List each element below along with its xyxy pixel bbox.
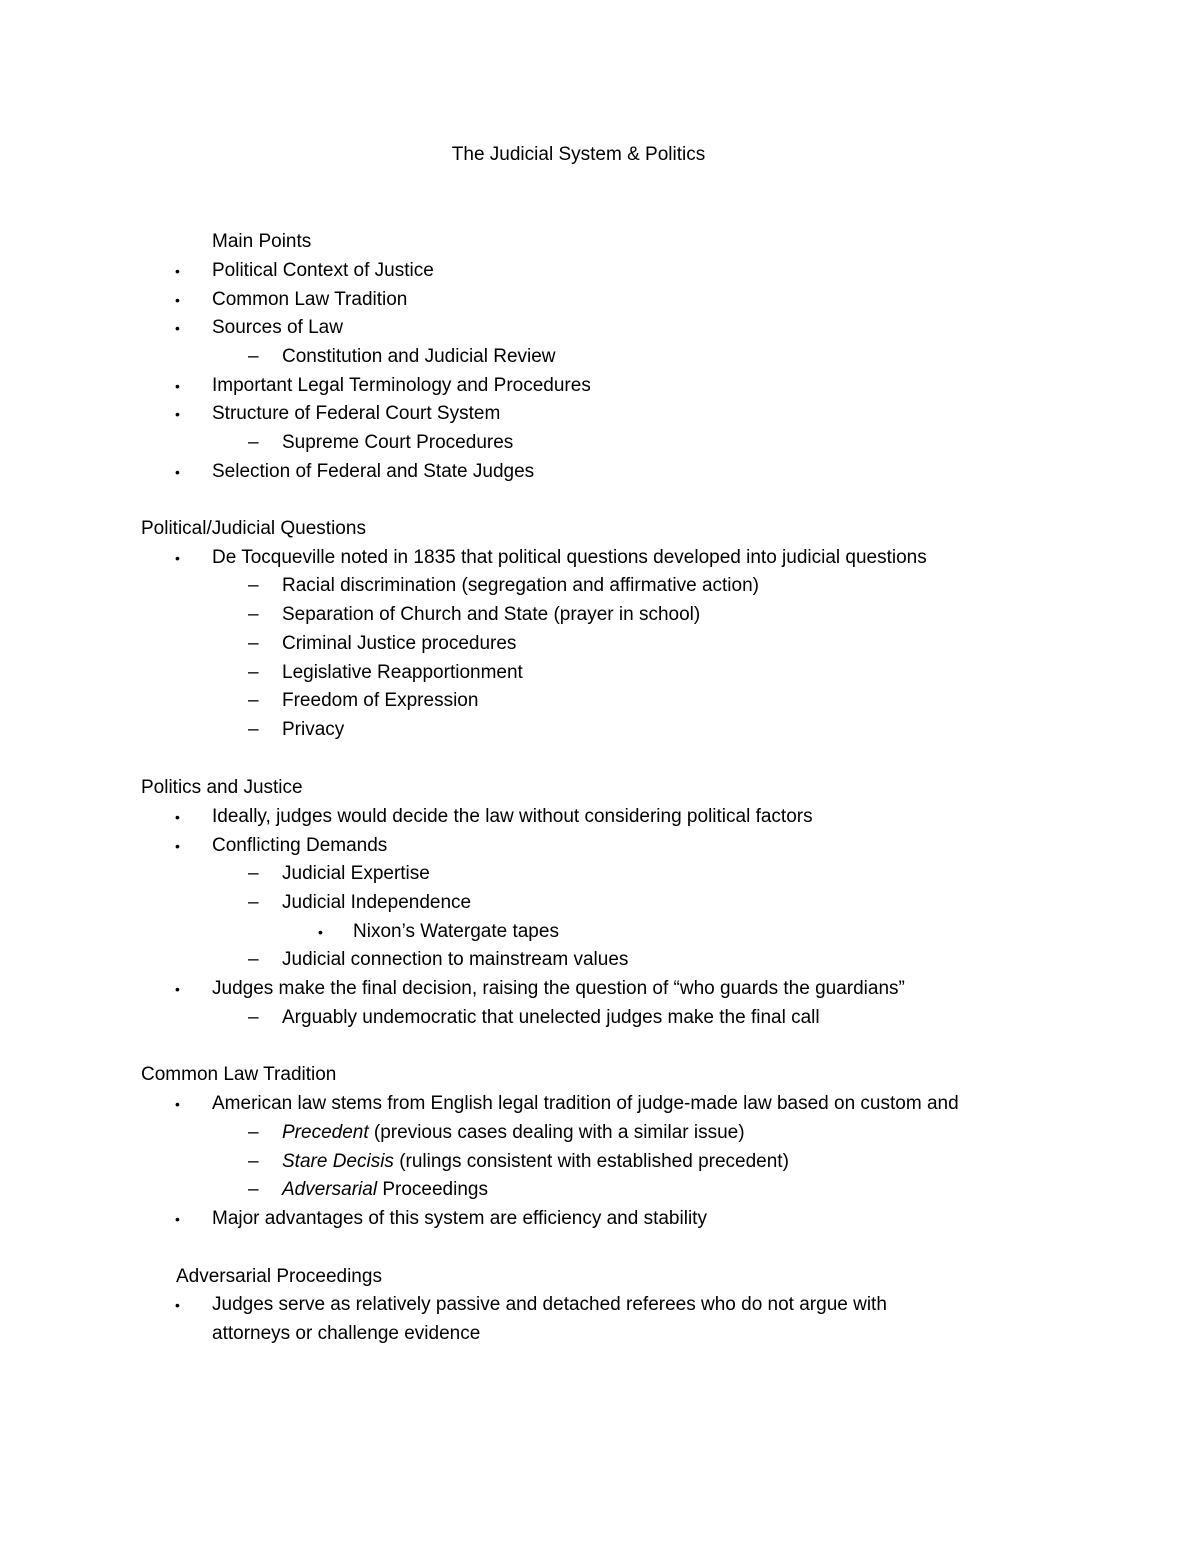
dash-marker: – bbox=[248, 604, 259, 625]
list-item: Nixon’s Watergate tapes bbox=[353, 921, 559, 942]
page-title: The Judicial System & Politics bbox=[451, 144, 706, 165]
bullet-marker: • bbox=[175, 838, 180, 854]
list-item: American law stems from English legal tradition of judge-made law based on custom and bbox=[212, 1093, 959, 1114]
term-italic: Adversarial bbox=[282, 1179, 378, 1200]
list-item: Criminal Justice procedures bbox=[282, 633, 517, 654]
list-item: Legislative Reapportionment bbox=[282, 662, 523, 683]
bullet-marker: • bbox=[175, 1297, 180, 1313]
list-item: Political Context of Justice bbox=[212, 260, 434, 281]
term-desc: Proceedings bbox=[377, 1179, 488, 1200]
list-item: De Tocqueville noted in 1835 that political questions developed into judicial questions bbox=[212, 547, 927, 568]
list-item: Judicial connection to mainstream values bbox=[282, 949, 629, 970]
bullet-marker: • bbox=[175, 981, 180, 997]
dash-marker: – bbox=[248, 719, 259, 740]
list-item: Judges serve as relatively passive and detached referees who do not argue with bbox=[212, 1294, 887, 1315]
bullet-marker: • bbox=[175, 1211, 180, 1227]
dash-marker: – bbox=[248, 633, 259, 654]
bullet-marker: • bbox=[175, 464, 180, 480]
dash-marker: – bbox=[248, 863, 259, 884]
list-item bbox=[282, 1178, 488, 1202]
list-item: Judicial Independence bbox=[282, 892, 472, 913]
list-item: Common Law Tradition bbox=[212, 289, 408, 310]
dash-marker: – bbox=[248, 892, 259, 913]
section-heading: Politics and Justice bbox=[141, 777, 303, 798]
bullet-marker: • bbox=[318, 924, 323, 940]
dash-marker: – bbox=[248, 949, 259, 970]
dash-marker: – bbox=[248, 1007, 259, 1028]
section-heading: Political/Judicial Questions bbox=[141, 518, 366, 539]
dash-marker: – bbox=[248, 346, 259, 367]
list-item: Supreme Court Procedures bbox=[282, 432, 514, 453]
list-item: Ideally, judges would decide the law without considering political factors bbox=[212, 806, 813, 827]
list-item: Arguably undemocratic that unelected judges make the final call bbox=[282, 1007, 820, 1028]
list-item: Conflicting Demands bbox=[212, 835, 388, 856]
bullet-marker: • bbox=[175, 292, 180, 308]
main-points-heading: Main Points bbox=[212, 231, 312, 252]
list-item: Important Legal Terminology and Procedures bbox=[212, 375, 591, 396]
dash-marker: – bbox=[248, 662, 259, 683]
bullet-marker: • bbox=[175, 263, 180, 279]
dash-marker: – bbox=[248, 575, 259, 596]
list-item: Sources of Law bbox=[212, 317, 343, 338]
bullet-marker: • bbox=[175, 378, 180, 394]
list-item bbox=[282, 1121, 745, 1145]
list-item: Judges make the final decision, raising the question of “who guards the guardians” bbox=[212, 978, 905, 999]
list-item: Selection of Federal and State Judges bbox=[212, 461, 535, 482]
term-desc: (previous cases dealing with a similar issue) bbox=[368, 1122, 745, 1143]
list-item: Judicial Expertise bbox=[282, 863, 430, 884]
term-italic: Precedent bbox=[282, 1122, 369, 1143]
bullet-marker: • bbox=[175, 406, 180, 422]
dash-marker: – bbox=[248, 690, 259, 711]
list-item: Major advantages of this system are efficiency and stability bbox=[212, 1208, 707, 1229]
bullet-marker: • bbox=[175, 320, 180, 336]
bullet-marker: • bbox=[175, 550, 180, 566]
section-heading: Adversarial Proceedings bbox=[176, 1266, 382, 1287]
list-item: Privacy bbox=[282, 719, 345, 740]
list-item bbox=[282, 1150, 789, 1174]
dash-marker: – bbox=[248, 1122, 259, 1143]
list-item: Racial discrimination (segregation and affirmative action) bbox=[282, 575, 759, 596]
list-item: Separation of Church and State (prayer in school) bbox=[282, 604, 701, 625]
term-italic: Stare Decisis bbox=[282, 1151, 394, 1172]
dash-marker: – bbox=[248, 1151, 259, 1172]
dash-marker: – bbox=[248, 432, 259, 453]
term-desc: (rulings consistent with established precedent) bbox=[393, 1151, 789, 1172]
section-heading: Common Law Tradition bbox=[141, 1064, 337, 1085]
list-item-continuation: attorneys or challenge evidence bbox=[212, 1323, 481, 1344]
list-item: Freedom of Expression bbox=[282, 690, 479, 711]
bullet-marker: • bbox=[175, 809, 180, 825]
list-item: Structure of Federal Court System bbox=[212, 403, 501, 424]
dash-marker: – bbox=[248, 1179, 259, 1200]
list-item: Constitution and Judicial Review bbox=[282, 346, 556, 367]
bullet-marker: • bbox=[175, 1096, 180, 1112]
